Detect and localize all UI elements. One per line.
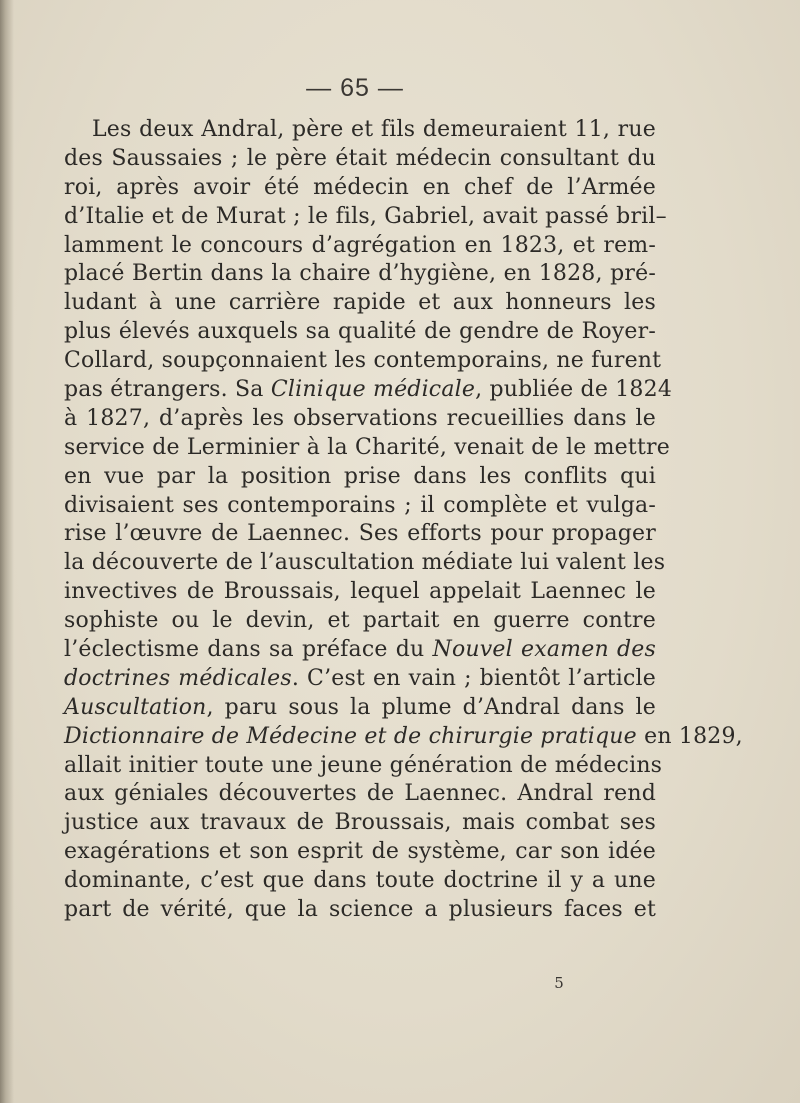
text-run: Les deux Andral, père et fils demeuraient 11, rue [92, 117, 656, 142]
text-line [64, 578, 656, 607]
body-text [64, 116, 743, 925]
text-run: . C’est en vain ; bientôt l’article [291, 665, 656, 691]
text-run: en vue par la position prise dans les conflits qui [64, 463, 656, 489]
text-line [64, 867, 656, 896]
text-run: d’Italie et de Murat ; le fils, Gabriel, avait passé bril– [64, 203, 667, 229]
text-run: ludant à une carrière rapide et aux honneurs les [64, 290, 656, 316]
text-run: justice aux travaux de Broussais, mais combat ses [64, 810, 656, 836]
text-run: , paru sous la plume d’Andral dans le [206, 694, 656, 720]
text-run: en 1829, [636, 723, 743, 749]
text-run: aux géniales découvertes de Laennec. Andral rend [64, 781, 656, 807]
text-line [64, 289, 656, 318]
text-line [64, 318, 656, 347]
binding-edge [0, 0, 14, 1103]
text-run: des Saussaies ; le père était médecin consultant du [64, 145, 656, 171]
text-line [64, 665, 656, 694]
text-line [64, 492, 656, 521]
text-line [64, 463, 656, 492]
page-number: — 65 — [306, 74, 404, 102]
text-line [64, 232, 656, 261]
text-run: l’éclectisme dans sa préface du [64, 637, 433, 663]
text-run: invectives de Broussais, lequel appelait Laennec le [64, 579, 656, 605]
text-line [64, 896, 656, 925]
text-line [64, 347, 662, 376]
text-line [64, 434, 670, 463]
text-run: exagérations et son esprit de système, car son idée [64, 839, 656, 865]
text-run: roi, après avoir été médecin en chef de l’Armée [64, 174, 656, 200]
italic-title: Auscultation [64, 694, 207, 720]
text-line [64, 520, 656, 549]
text-line [64, 809, 656, 838]
text-run: service de Lerminier à la Charité, venait de le mettre [64, 434, 670, 460]
text-line [64, 549, 666, 578]
italic-title: Clinique médicale [270, 377, 476, 403]
text-run: la découverte de l’auscultation médiate lui valent les [64, 550, 666, 576]
text-line [64, 174, 656, 203]
text-run: allait initier toute une jeune génération de médecins [64, 752, 663, 778]
text-run: , publiée de 1824 [475, 377, 673, 403]
text-run: placé Bertin dans la chaire d’hygiène, en 1828, pré- [64, 261, 656, 287]
text-line [64, 723, 743, 752]
text-line [64, 260, 656, 289]
text-line [64, 752, 663, 781]
text-line [64, 694, 656, 723]
text-run: Collard, soupçonnaient les contemporains, ne furent [64, 348, 662, 374]
italic-title: doctrines médicales [64, 665, 292, 691]
text-line [64, 405, 656, 434]
text-run: part de vérité, que la science a plusieurs faces et [64, 897, 656, 923]
text-line [64, 203, 667, 232]
text-run: sophiste ou le devin, et partait en guerre contre [64, 608, 656, 634]
text-run: dominante, c’est que dans toute doctrine il y a une [64, 868, 656, 894]
text-line [64, 607, 656, 636]
text-run: lamment le concours d’agrégation en 1823, et rem- [64, 232, 656, 258]
text-line [64, 636, 656, 665]
text-run: rise l’œuvre de Laennec. Ses efforts pour propager [64, 521, 656, 547]
text-line [64, 376, 673, 405]
text-line [64, 116, 656, 145]
text-line [64, 780, 656, 809]
signature-mark: 5 [554, 974, 564, 992]
text-run: divisaient ses contemporains ; il complète et vulga- [64, 492, 656, 518]
italic-title: Dictionnaire de Médecine et de chirurgie pratique [64, 723, 637, 749]
text-run: plus élevés auxquels sa qualité de gendre de Royer- [64, 319, 656, 345]
text-line [64, 838, 656, 867]
text-line [64, 145, 656, 174]
text-run: à 1827, d’après les observations recueillies dans le [64, 405, 656, 431]
italic-title: Nouvel examen des [432, 637, 656, 663]
text-run: pas étrangers. Sa [64, 377, 271, 403]
